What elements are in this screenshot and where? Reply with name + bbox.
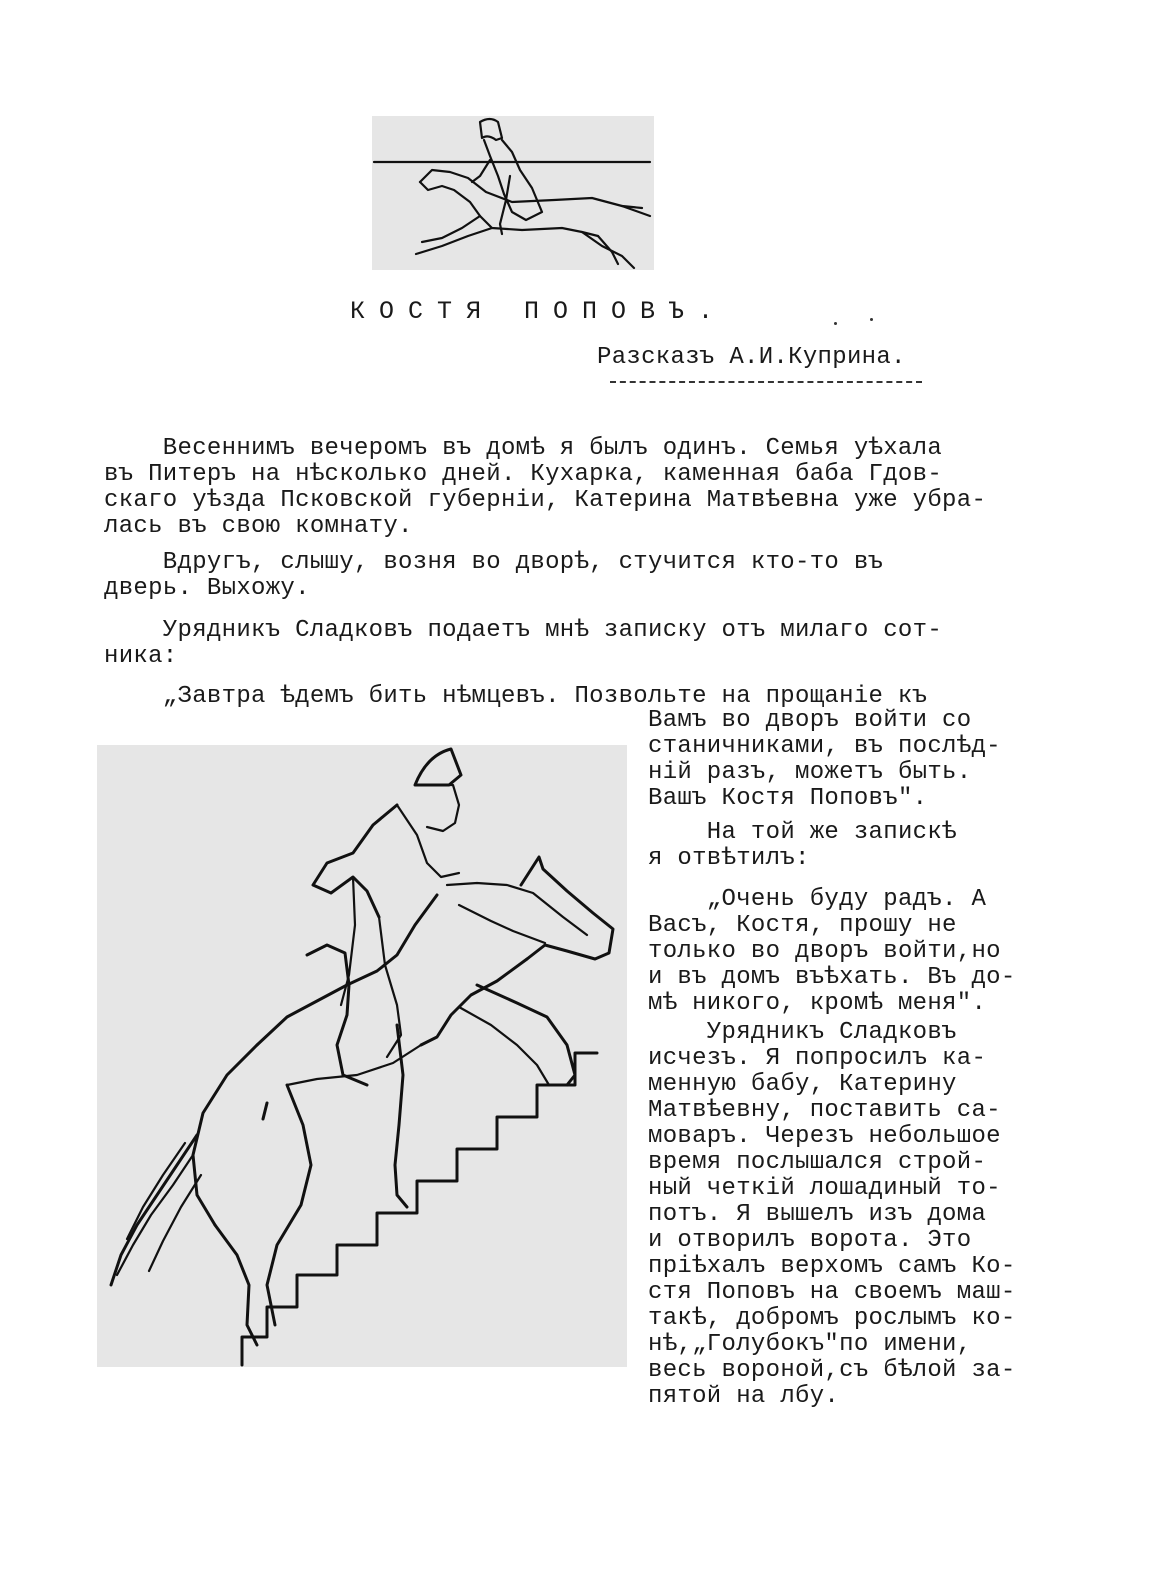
text-line: Весеннимъ вечеромъ въ домѣ я былъ одинъ. Семья уѣхала — [104, 435, 943, 462]
text-line: я отвѣтилъ: — [648, 845, 810, 872]
text-line: дверь. Выхожу. — [104, 575, 310, 602]
text-line: ный четкій лошадиный то- — [648, 1175, 1001, 1202]
specks — [834, 322, 837, 325]
text-line: такѣ, добромъ рослымъ ко- — [648, 1305, 1016, 1332]
text-line: Матвѣевну, поставить са- — [648, 1097, 1001, 1124]
text-line: потъ. Я вышелъ изъ дома — [648, 1201, 987, 1228]
illustration-top — [372, 116, 654, 270]
illustration-main — [97, 745, 627, 1367]
text-line: Урядникъ Сладковъ подаетъ мнѣ записку отъ милаго сот- — [104, 617, 943, 644]
paragraph-6 — [648, 887, 1016, 1017]
text-line: весь вороной,съ бѣлой за- — [648, 1357, 1016, 1384]
text-line: „Очень буду радъ. А — [648, 886, 987, 913]
text-line: моваръ. Черезъ небольшое — [648, 1123, 1001, 1150]
text-line: станичниками, въ послѣд- — [648, 733, 1001, 760]
text-line: стя Поповъ на своемъ маш- — [648, 1279, 1016, 1306]
horseman-galloping-drawing — [372, 116, 654, 270]
text-line: и въ домъ въѣхать. Въ до- — [648, 964, 1016, 991]
paragraph-4-rest — [648, 708, 1001, 812]
text-line: ника: — [104, 643, 178, 670]
text-line: менную бабу, Катерину — [648, 1071, 957, 1098]
paragraph-1 — [104, 436, 986, 540]
text-line: Вашъ Костя Поповъ". — [648, 785, 928, 812]
text-line: ній разъ, можетъ быть. — [648, 759, 972, 786]
paragraph-2 — [104, 550, 883, 602]
subtitle-underline — [610, 381, 922, 383]
text-line: скаго уѣзда Псковской губерніи, Катерина Матвѣевна уже убра- — [104, 487, 987, 514]
horseman-climbing-stairs-drawing — [97, 745, 627, 1367]
story-title: КОСТЯ ПОПОВЪ. — [350, 297, 728, 326]
paragraph-3 — [104, 618, 942, 670]
text-line: только во дворъ войти,но — [648, 938, 1001, 965]
text-line: въ Питеръ на нѣсколько дней. Кухарка, каменная баба Гдов- — [104, 461, 943, 488]
paragraph-4-first-line: „Завтра ѣдемъ бить нѣмцевъ. Позвольте на прощаніе къ — [104, 683, 928, 710]
text-line: пріѣхалъ верхомъ самъ Ко- — [648, 1253, 1016, 1280]
paragraph-7 — [648, 1020, 1016, 1410]
text-line: пятой на лбу. — [648, 1383, 840, 1410]
text-line: Вдругъ, слышу, возня во дворѣ, стучится кто-то въ — [104, 549, 884, 576]
text-line: Урядникъ Сладковъ — [648, 1019, 957, 1046]
text-line: и отворилъ ворота. Это — [648, 1227, 972, 1254]
text-line: мѣ никого, кромѣ меня". — [648, 990, 987, 1017]
text-line: исчезъ. Я попросилъ ка- — [648, 1045, 987, 1072]
specks — [870, 318, 873, 321]
text-line: На той же запискѣ — [648, 819, 957, 846]
text-line: время послышался строй- — [648, 1149, 987, 1176]
paragraph-5 — [648, 820, 957, 872]
text-line: Васъ, Костя, прошу не — [648, 912, 957, 939]
story-subtitle: Разсказъ А.И.Куприна. — [597, 344, 906, 371]
text-line: лась въ свою комнату. — [104, 513, 413, 540]
text-line: Вамъ во дворъ войти со — [648, 707, 972, 734]
text-line: нѣ,„Голубокъ"по имени, — [648, 1331, 972, 1358]
